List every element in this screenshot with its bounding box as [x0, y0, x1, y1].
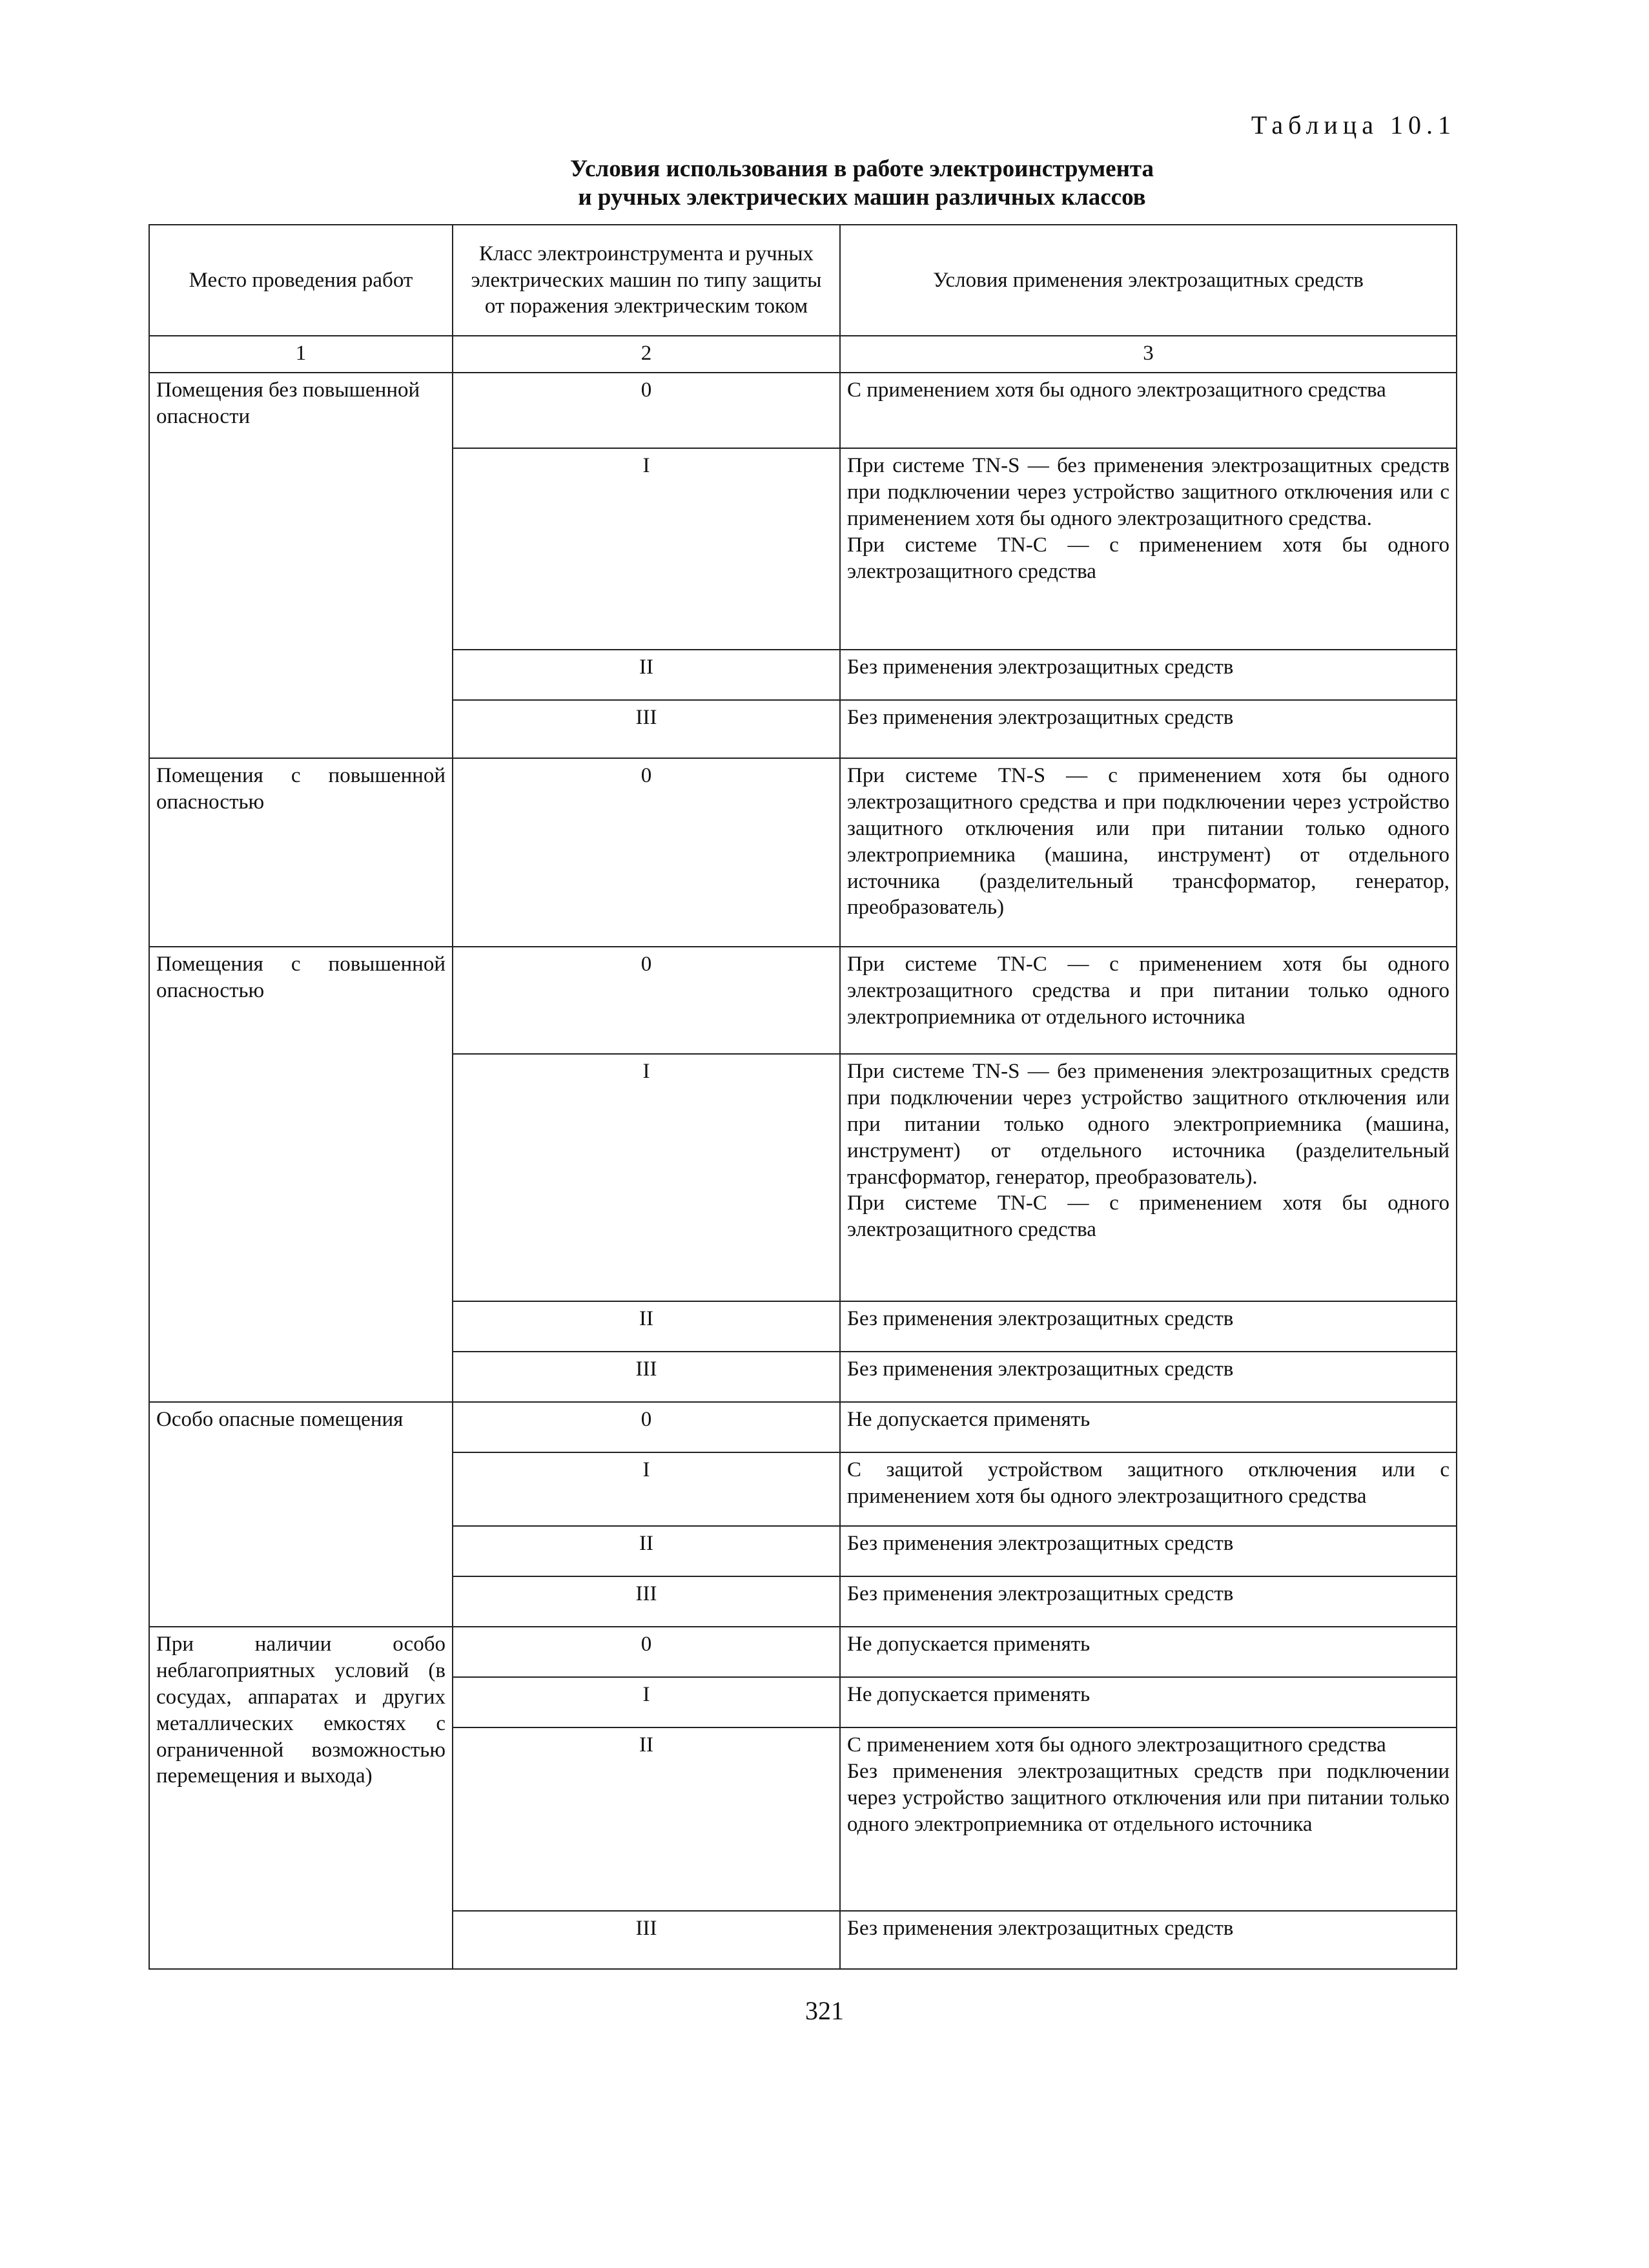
column-number: 1: [149, 336, 453, 373]
condition-text: Без применения электрозащитных средств: [847, 655, 1234, 679]
conditions-cell: [840, 1452, 1457, 1526]
table-row: [149, 1627, 1457, 1677]
class-cell: III: [453, 700, 840, 758]
conditions-cell: [840, 1576, 1457, 1627]
conditions-cell: [840, 947, 1457, 1054]
conditions-cell: [840, 1911, 1457, 1969]
table-title-line-2: и ручных электрических машин различных классов: [578, 184, 1146, 211]
condition-text: При системе TN-C — с применением хотя бы одного электрозащитного средства и при питании только одного электроприемника от отдельного источника: [847, 952, 1449, 1029]
condition-text: Без применения электрозащитных средств: [847, 1916, 1234, 1940]
table-title-line-1: Условия использования в работе электроинструмента: [569, 156, 1154, 182]
conditions-cell: [840, 1526, 1457, 1576]
conditions-cell: [840, 1352, 1457, 1402]
class-cell: 0: [453, 758, 840, 947]
header-place: Место проведения работ: [149, 225, 453, 336]
conditions-cell: [840, 650, 1457, 700]
condition-text: При системе TN-S — без применения электрозащитных средств при подключении через устройство защитного отключения или при питании только одного электроприемника (машина, инструмент) от отдельного источника (разделительный трансформатор, генератор, преобразователь).: [847, 1059, 1449, 1189]
condition-text: С защитой устройством защитного отключения или с применением хотя бы одного электрозащитного средства: [847, 1458, 1449, 1508]
class-cell: III: [453, 1911, 840, 1969]
header-row: [149, 225, 1457, 336]
condition-text: Без применения электрозащитных средств: [847, 705, 1234, 729]
conditions-cell: [840, 1627, 1457, 1677]
class-cell: I: [453, 1452, 840, 1526]
class-cell: II: [453, 1526, 840, 1576]
class-cell: III: [453, 1352, 840, 1402]
header-conditions: Условия применения электрозащитных средств: [840, 225, 1457, 336]
conditions-cell: [840, 1054, 1457, 1301]
conditions-cell: [840, 1677, 1457, 1727]
class-cell: 0: [453, 1627, 840, 1677]
condition-text: Без применения электрозащитных средств: [847, 1531, 1234, 1555]
table-row: [149, 373, 1457, 448]
condition-text: С применением хотя бы одного электрозащитного средства: [847, 378, 1386, 402]
class-cell: III: [453, 1576, 840, 1627]
class-cell: II: [453, 650, 840, 700]
class-cell: I: [453, 1054, 840, 1301]
column-number-row: [149, 336, 1457, 373]
condition-text: При системе TN-S — без применения электрозащитных средств при подключении через устройство защитного отключения или с применением хотя бы одного электрозащитного средства.: [847, 453, 1449, 530]
class-cell: II: [453, 1301, 840, 1352]
conditions-cell: [840, 758, 1457, 947]
condition-text: При системе TN-C — с применением хотя бы одного электрозащитного средства: [847, 1191, 1449, 1242]
place-cell: Помещения с повышенной опасностью: [149, 758, 453, 947]
column-number: 3: [840, 336, 1457, 373]
conditions-cell: [840, 1301, 1457, 1352]
table-row: [149, 947, 1457, 1054]
conditions-cell: [840, 373, 1457, 448]
condition-text: Без применения электрозащитных средств: [847, 1357, 1234, 1381]
table-row: [149, 1402, 1457, 1452]
class-cell: 0: [453, 1402, 840, 1452]
class-cell: I: [453, 448, 840, 650]
header-class: Класс электроинструмента и ручных электрических машин по типу защиты от поражения электрическим током: [453, 225, 840, 336]
table-label: Таблица 10.1: [1251, 110, 1456, 139]
page-number: 321: [805, 1996, 844, 2025]
place-cell: Особо опасные помещения: [149, 1402, 453, 1627]
conditions-cell: [840, 700, 1457, 758]
class-cell: 0: [453, 373, 840, 448]
condition-text: С применением хотя бы одного электрозащитного средства: [847, 1733, 1386, 1757]
conditions-cell: [840, 1727, 1457, 1911]
conditions-cell: [840, 448, 1457, 650]
condition-text: Без применения электрозащитных средств: [847, 1582, 1234, 1605]
class-cell: II: [453, 1727, 840, 1911]
conditions-table: [149, 224, 1457, 1970]
class-cell: I: [453, 1677, 840, 1727]
place-cell: Помещения без повышенной опасности: [149, 373, 453, 758]
condition-text: Без применения электрозащитных средств: [847, 1306, 1234, 1330]
condition-text: Не допускается применять: [847, 1407, 1091, 1431]
condition-text: При системе TN-C — с применением хотя бы одного электрозащитного средства: [847, 533, 1449, 583]
table-title: [323, 155, 1401, 212]
condition-text: Не допускается применять: [847, 1632, 1091, 1656]
class-cell: 0: [453, 947, 840, 1054]
condition-text: При системе TN-S — с применением хотя бы одного электрозащитного средства и при подключении через устройство защитного отключения или при питании только одного электроприемника (машина, инструмент) от отдельного источника (разделительный трансформатор, генератор, преобразователь): [847, 763, 1449, 920]
table-row: [149, 758, 1457, 947]
condition-text: Без применения электрозащитных средств при подключении через устройство защитного отключения или при питании только одного электроприемника от отдельного источника: [847, 1759, 1449, 1836]
place-cell: При наличии особо неблагоприятных условий (в сосудах, аппаратах и других металлических емкостях с ограниченной возможностью перемещения и выхода): [149, 1627, 453, 1969]
condition-text: Не допускается применять: [847, 1682, 1091, 1706]
column-number: 2: [453, 336, 840, 373]
conditions-cell: [840, 1402, 1457, 1452]
place-cell: Помещения с повышенной опасностью: [149, 947, 453, 1402]
